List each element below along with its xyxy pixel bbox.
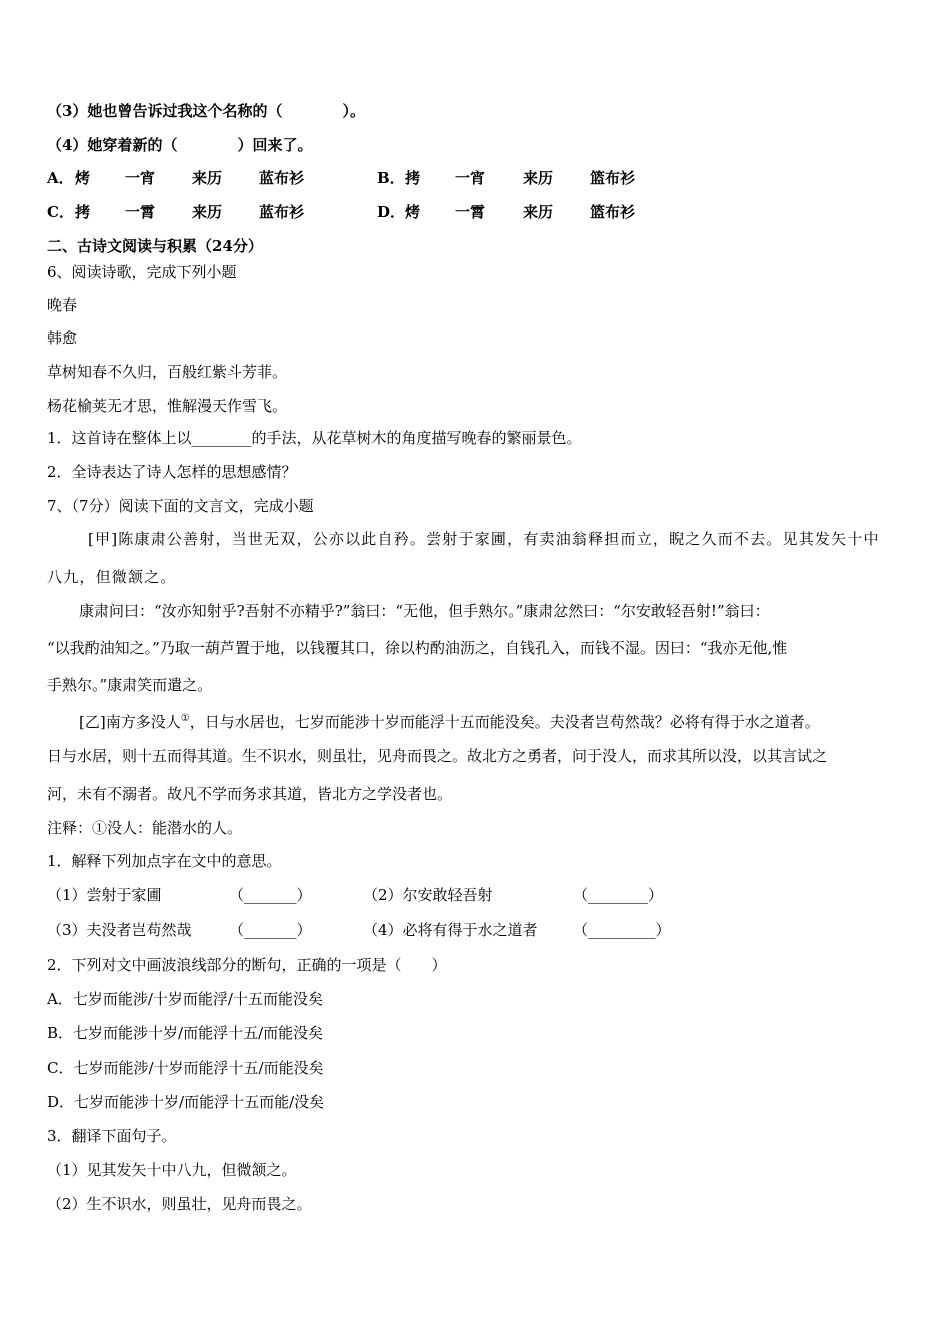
passage-yi-line3: 河，未有不溺者。故凡不学而务求其道，皆北方之学没者也。 bbox=[47, 785, 453, 803]
q6-prompt: 6、阅读诗歌，完成下列小题 bbox=[47, 263, 237, 281]
passage-jia-p2-line3: 手熟尔。”康肃笑而遣之。 bbox=[47, 676, 213, 694]
q7-prompt: 7、（7分）阅读下面的文言文，完成小题 bbox=[47, 497, 314, 515]
passage-jia-p1-line2: 八九，但微颔之。 bbox=[47, 568, 177, 586]
passage-jia-p1-line1: [甲]陈康肃公善射，当世无双，公亦以此自矜。尝射于家圃，有卖油翁释担而立，睨之久而不去。见其发矢十中 bbox=[88, 530, 880, 548]
poem-title: 晚春 bbox=[47, 296, 78, 314]
poem-author: 韩愈 bbox=[47, 329, 78, 347]
q6-sub2: 2．全诗表达了诗人怎样的思想感情？ bbox=[47, 463, 297, 481]
passage-yi-line2: 日与水居，则十五而得其道。生不识水，则虽壮，见舟而畏之。故北方之勇者，问于没人，而求其所以没，以其言试之 bbox=[47, 747, 828, 765]
section-heading: 二、古诗文阅读与积累（24分） bbox=[47, 237, 263, 255]
q7-sub1-blank2: （________） bbox=[573, 886, 664, 904]
passage-jia-p2-line1: 康肃问曰：“汝亦知射乎?吾射不亦精乎?”翁曰：“无他，但手熟尔。”康肃忿然曰：“尔安敢轻吾射!”翁曰： bbox=[79, 602, 770, 620]
q7-sub2: 2．下列对文中画波浪线部分的断句，正确的一项是（ ） bbox=[47, 956, 447, 974]
q6-sub1: 1．这首诗在整体上以________的手法，从花草树木的角度描写晚春的繁丽景色。 bbox=[47, 429, 582, 447]
q7-sub1-item4: （4）必将有得于水之道者 bbox=[363, 921, 538, 939]
q7-sub3: 3．翻译下面句子。 bbox=[47, 1127, 177, 1145]
q7-sub2-option-d: D．七岁而能涉十岁/而能浮十五而能/没矣 bbox=[47, 1093, 325, 1111]
q7-sub1-item2: （2）尔安敢轻吾射 bbox=[363, 886, 493, 904]
q7-sub1: 1．解释下列加点字在文中的意思。 bbox=[47, 852, 282, 870]
document-page: （3）她也曾告诉过我这个名称的（ ）。 （4）她穿着新的（ ）回来了。 A． 烤 一宵 来历 蓝布衫 B． 拷 一宵 来历 篮布衫 C． 拷 一霄 来历 蓝布衫 D． 烤 一霄 来历 篮布衫 二、古诗文阅读与积累（24分） 6、阅读诗歌，完成下列小题 晚春 韩愈 草树知春不久归，百般红紫斗芳菲。 杨花榆荚无才思，惟解漫天作雪飞。 1．这首诗在整体上以________的手法，从花草树木的角度描写晚春的繁丽景色。 2．全诗表达了诗人怎样的思想感情？ 7、（7分）阅读下面的文言文，完成小题 [甲]陈康肃公善射，当世无双，公亦以此自矜。尝射于家圃，有卖油翁释担而立，睨之久而不去。见其发矢十中 八九，但微颔之。 康肃问曰：“汝亦知射乎?吾射不亦精乎?”翁曰：“无他，但手熟尔。”康肃忿然曰：“尔安敢轻吾射!”翁曰： “以我酌油知之。”乃取一葫芦置于地，以钱覆其口，徐以杓酌油沥之，自钱孔入，而钱不湿。因曰：“我亦无他,惟 手熟尔。”康肃笑而遣之。 [乙]南方多没人①，日与水居也，七岁而能涉十岁而能浮十五而能没矣。夫没者岂苟然哉？必将有得于水之道者。 日与水居，则十五而得其道。生不识水，则虽壮，见舟而畏之。故北方之勇者，问于没人，而求其所以没，以其言试之 河，未有不溺者。故凡不学而务求其道，皆北方之学没者也。 注释：①没人：能潜水的人。 1．解释下列加点字在文中的意思。 （1）尝射于家圃 （_______） （2）尔安敢轻吾射 （________） （3）夫没者岂苟然哉 （_______） （4）必将有得于水之道者 （_________） 2．下列对文中画波浪线部分的断句，正确的一项是（ ） A．七岁而能涉/十岁而能浮/十五而能没矣 B．七岁而能涉十岁/而能浮十五/而能没矣 C．七岁而能涉/十岁而能浮十五/而能没矣 D．七岁而能涉十岁/而能浮十五而能/没矣 3．翻译下面句子。 （1）见其发矢十中八九，但微颔之。 （2）生不识水，则虽壮，见舟而畏之。 bbox=[47, 102, 880, 1213]
q7-sub3-item2: （2）生不识水，则虽壮，见舟而畏之。 bbox=[47, 1195, 312, 1213]
passage-yi-line1: [乙]南方多没人①，日与水居也，七岁而能涉十岁而能浮十五而能没矣。夫没者岂苟然哉？必将有得于水之道者。 bbox=[79, 713, 820, 731]
q7-sub3-item1: （1）见其发矢十中八九，但微颔之。 bbox=[47, 1161, 297, 1179]
q7-sub1-blank4: （_________） bbox=[573, 921, 671, 939]
poem-line-1: 草树知春不久归，百般红紫斗芳菲。 bbox=[47, 363, 288, 381]
passage-jia-p2-line2: “以我酌油知之。”乃取一葫芦置于地，以钱覆其口，徐以杓酌油沥之，自钱孔入，而钱不湿。因曰：“我亦无他,惟 bbox=[47, 639, 788, 657]
q5-item4: （4）她穿着新的（ ）回来了。 bbox=[47, 136, 313, 154]
q7-sub1-item1: （1）尝射于家圃 bbox=[47, 886, 162, 904]
q7-sub1-item3: （3）夫没者岂苟然哉 bbox=[47, 921, 192, 939]
footnote-marker: ① bbox=[180, 713, 190, 724]
q5-item3: （3）她也曾告诉过我这个名称的（ ）。 bbox=[47, 102, 365, 120]
annotation-note: 注释：①没人：能潜水的人。 bbox=[47, 819, 243, 837]
poem-line-2: 杨花榆荚无才思，惟解漫天作雪飞。 bbox=[47, 397, 288, 415]
q7-sub1-blank3: （_______） bbox=[229, 921, 312, 939]
q7-sub2-option-a: A．七岁而能涉/十岁而能浮/十五而能没矣 bbox=[47, 990, 323, 1008]
q7-sub2-option-c: C．七岁而能涉/十岁而能浮十五/而能没矣 bbox=[47, 1059, 324, 1077]
q7-sub2-option-b: B．七岁而能涉十岁/而能浮十五/而能没矣 bbox=[47, 1024, 324, 1042]
q7-sub1-blank1: （_______） bbox=[229, 886, 312, 904]
